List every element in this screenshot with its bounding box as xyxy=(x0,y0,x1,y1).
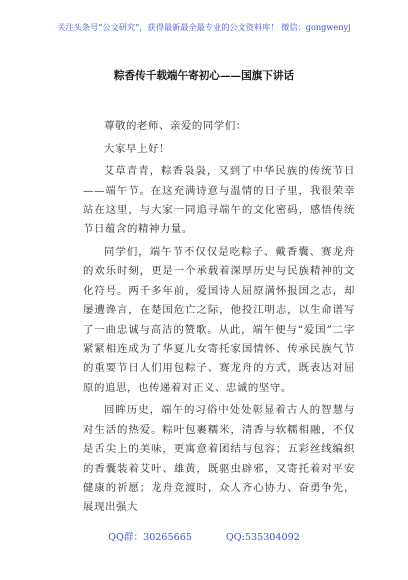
document-body xyxy=(83,117,355,521)
greeting-paragraph: 大家早上好！ xyxy=(104,142,170,155)
body-paragraph: 回眸历史，端午的习俗中处处彰显着古人的智慧与对生活的热爱。粽叶包裹糯米，清香与软糯相融，不仅是舌尖上的美味，更寓意着团结与包容；五彩丝线编织的香囊装着艾叶、雄黄，既驱虫辟邪，又寄托着对平安健康的祈愿；龙舟竞渡时，众人齐心协力、奋勇争先，展现出强大 xyxy=(83,404,355,514)
footer-contact xyxy=(0,532,408,544)
qq-group-text: QQ群：30265665 xyxy=(108,532,192,543)
qq-contact-text: QQ:535304092 xyxy=(225,532,300,543)
body-paragraph: 艾草青青，粽香袅袅，又到了中华民族的传统节日——端午节。在这充满诗意与温情的日子里，我很荣幸站在这里，与大家一同追寻端午的文化密码，感悟传统节日蕴含的精神力量。 xyxy=(83,165,355,236)
salutation-paragraph: 尊敬的老师、亲爱的同学们： xyxy=(104,120,247,132)
document-title: 粽香传千载端午寄初心——国旗下讲话 xyxy=(113,70,295,82)
body-paragraph: 同学们，端午节不仅仅是吃粽子、戴香囊、赛龙舟的欢乐时刻，更是一个承载着深厚历史与民族精神的文化符号。两千多年前，爱国诗人屈原满怀报国之志，却屡遭谗言，在楚国危亡之际，他投江明志，以生命谱写了一曲忠诚与高洁的赞歌。从此，端午便与“爱国”二字紧紧相连成为了华夏儿女寄托家国情怀、传承民族气节的重要节日人们用包粽子、赛龙舟的方式，既表达对屈原的追思，也传递着对正义、忠诚的坚守。 xyxy=(83,246,355,394)
header-banner: 关注头条号“公文研究”，获得最新最全最专业的公文资料库！ 微信：gongwenyj xyxy=(57,22,351,32)
